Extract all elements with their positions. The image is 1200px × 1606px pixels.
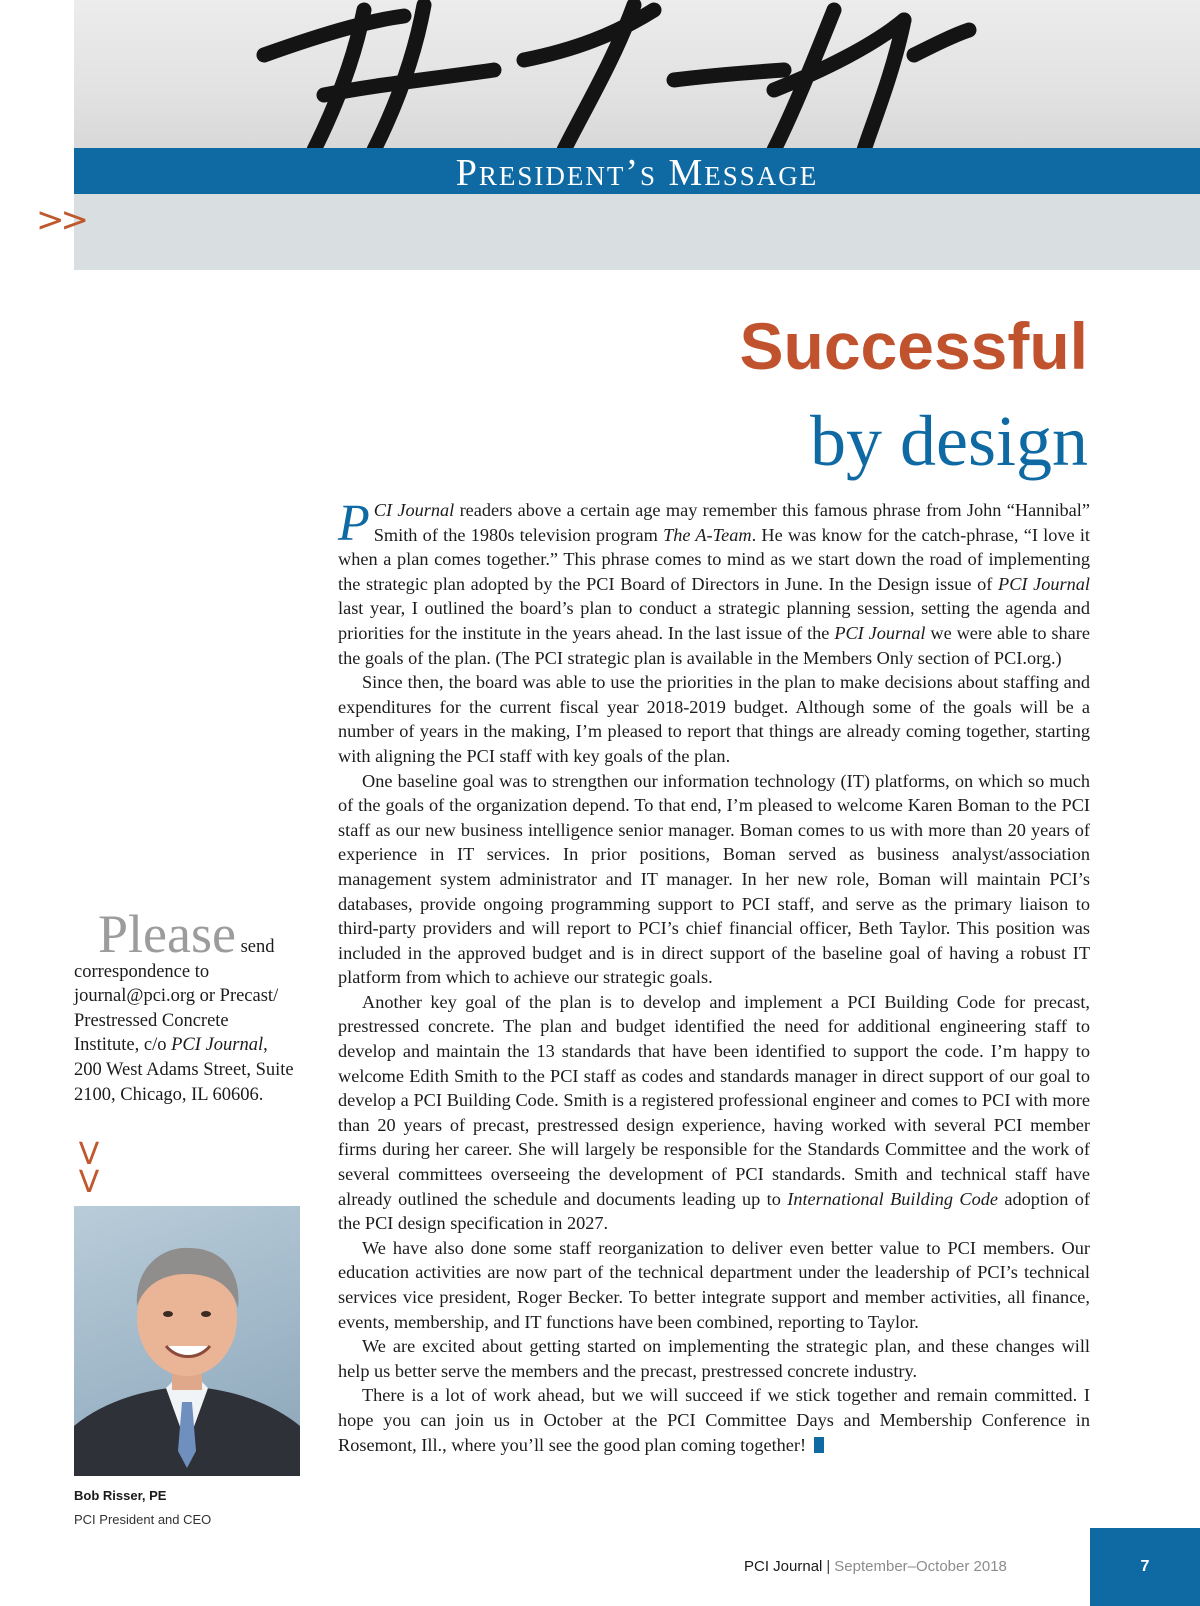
end-mark-icon [814, 1437, 824, 1453]
correspondence-note [74, 904, 298, 1107]
chevron-down-icon: V [78, 1165, 100, 1200]
journal-name: PCI Journal [171, 1035, 264, 1056]
paragraph-4 [338, 990, 1090, 1236]
double-chevron-right-icon: >> [36, 200, 85, 240]
page-footer [744, 1558, 1007, 1575]
note-text: , 200 West Adams Street, Suite 2100, Chicago, IL 60606. [74, 1035, 294, 1105]
page-number-box [1090, 1528, 1200, 1606]
article-title-line1: Successful [739, 309, 1088, 383]
note-lead-small: send [235, 937, 275, 957]
paragraph-text: last year, I outlined the board’s plan to conduct a strategic planning session, setting the agenda and priorities for the institute in the years ahead. In the last issue of the [338, 598, 1090, 643]
paragraph-text: . He was know for the catch-phrase, “I love it when a plan comes together.” This phrase comes to mind as we start down the road of implementing the strategic plan adopted by the PCI Board of Directors in June. In the Design issue of [338, 524, 1090, 594]
paragraph-7 [338, 1383, 1090, 1457]
header-gray-band [74, 194, 1200, 270]
author-name: Bob Risser, PE [74, 1488, 167, 1503]
portrait-illustration [74, 1206, 300, 1476]
show-title: The A-Team [663, 524, 752, 545]
paragraph-3: One baseline goal was to strengthen our information technology (IT) platforms, on which so much of the goals of the organization depend. To that end, I’m pleased to welcome Karen Boman to the PCI staff as our new business intelligence senior manager. Boman comes to us with more than 20 years of experience in IT services. In prior positions, Boman served as business analyst/association management system administrator and IT manager. In her new role, Boman will maintain PCI’s databases, provide ongoing programming support to PCI staff, and serve as the primary liaison to third-party providers and will report to PCI’s chief financial officer, Beth Taylor. This position was included in the approved budget and is in direct support of the baseline goal of having a robust IT platform from which to achieve our strategic goals. [338, 770, 1090, 988]
paragraph-5: We have also done some staff reorganization to deliver even better value to PCI members. Our education activities are now part of the technical department under the leadership of PCI’s technical services vice president, Roger Becker. To better integrate support and member activities, all finance, events, membership, and IT functions have been combined, reporting to Taylor. [338, 1237, 1090, 1332]
code-title: International Building Code [787, 1188, 999, 1209]
paragraph-6: We are excited about getting started on implementing the strategic plan, and these changes will help us better serve the members and the precast, prestressed concrete industry. [338, 1336, 1090, 1381]
note-lead-word: Please [98, 904, 236, 964]
issue-date: September–October 2018 [834, 1558, 1007, 1575]
paragraph-1 [338, 495, 1090, 670]
author-photo [74, 1206, 300, 1476]
journal-name: CI Journal [373, 500, 455, 520]
signature-banner [74, 0, 1200, 150]
section-header-bar [74, 148, 1200, 194]
handwritten-signature [74, 0, 1200, 150]
article-title-line2: by design [810, 401, 1088, 481]
drop-cap: P [338, 495, 370, 552]
paragraph-text: readers above a certain age may remember this famous phrase from John “Hannibal” Smith of the 1980s television program [373, 500, 1090, 545]
publication-name: PCI Journal [744, 1558, 823, 1575]
page-number: 7 [1140, 1558, 1150, 1575]
footer-separator: | [826, 1558, 831, 1575]
article-body [338, 495, 1090, 1457]
author-title: PCI President and CEO [74, 1512, 212, 1527]
paragraph-text: Another key goal of the plan is to develop and implement a PCI Building Code for precast, prestressed concrete. The plan and budget identified the need for additional engineering staff to develop and maintain the 13 standards that have been identified to support the code. I’m happy to welcome Edith Smith to the PCI staff as codes and standards manager in direct support of our goal to develop a PCI Building Code. Smith is a registered professional engineer and comes to PCI with more than 20 years of precast, prestressed design experience, having worked with several PCI member firms during her career. She will largely be responsible for the Standards Committee and the work of several committees overseeing the development of PCI standards. Smith and technical staff have already outlined the schedule and documents leading up to [338, 991, 1090, 1209]
section-title: President’s Message [455, 152, 819, 194]
note-text: correspondence to journal@pci.org or Precast/ Prestressed Concrete Institute, c/o [74, 961, 279, 1056]
paragraph-text: adoption of the PCI design specification in 2027. [338, 1188, 1090, 1234]
paragraph-text: we were able to share the goals of the plan. (The PCI strategic plan is available in the Members Only section of PCI.org.) [338, 622, 1090, 668]
paragraph-text: There is a lot of work ahead, but we will succeed if we stick together and remain committed. I hope you can join us in October at the PCI Committee Days and Membership Conference in Rosemont, Ill., where you’ll see the good plan coming together! [338, 1385, 1090, 1455]
journal-name: PCI Journal [998, 573, 1090, 594]
chevron-down-icon: V [78, 1137, 100, 1172]
paragraph-2: Since then, the board was able to use the priorities in the plan to make decisions about staffing and expenditures for the current fiscal year 2018-2019 budget. Although some of the goals will be a number of years in the making, I’m pleased to report that things are already coming together, starting with aligning the PCI staff with key goals of the plan. [338, 672, 1090, 766]
journal-name: PCI Journal [834, 622, 926, 643]
